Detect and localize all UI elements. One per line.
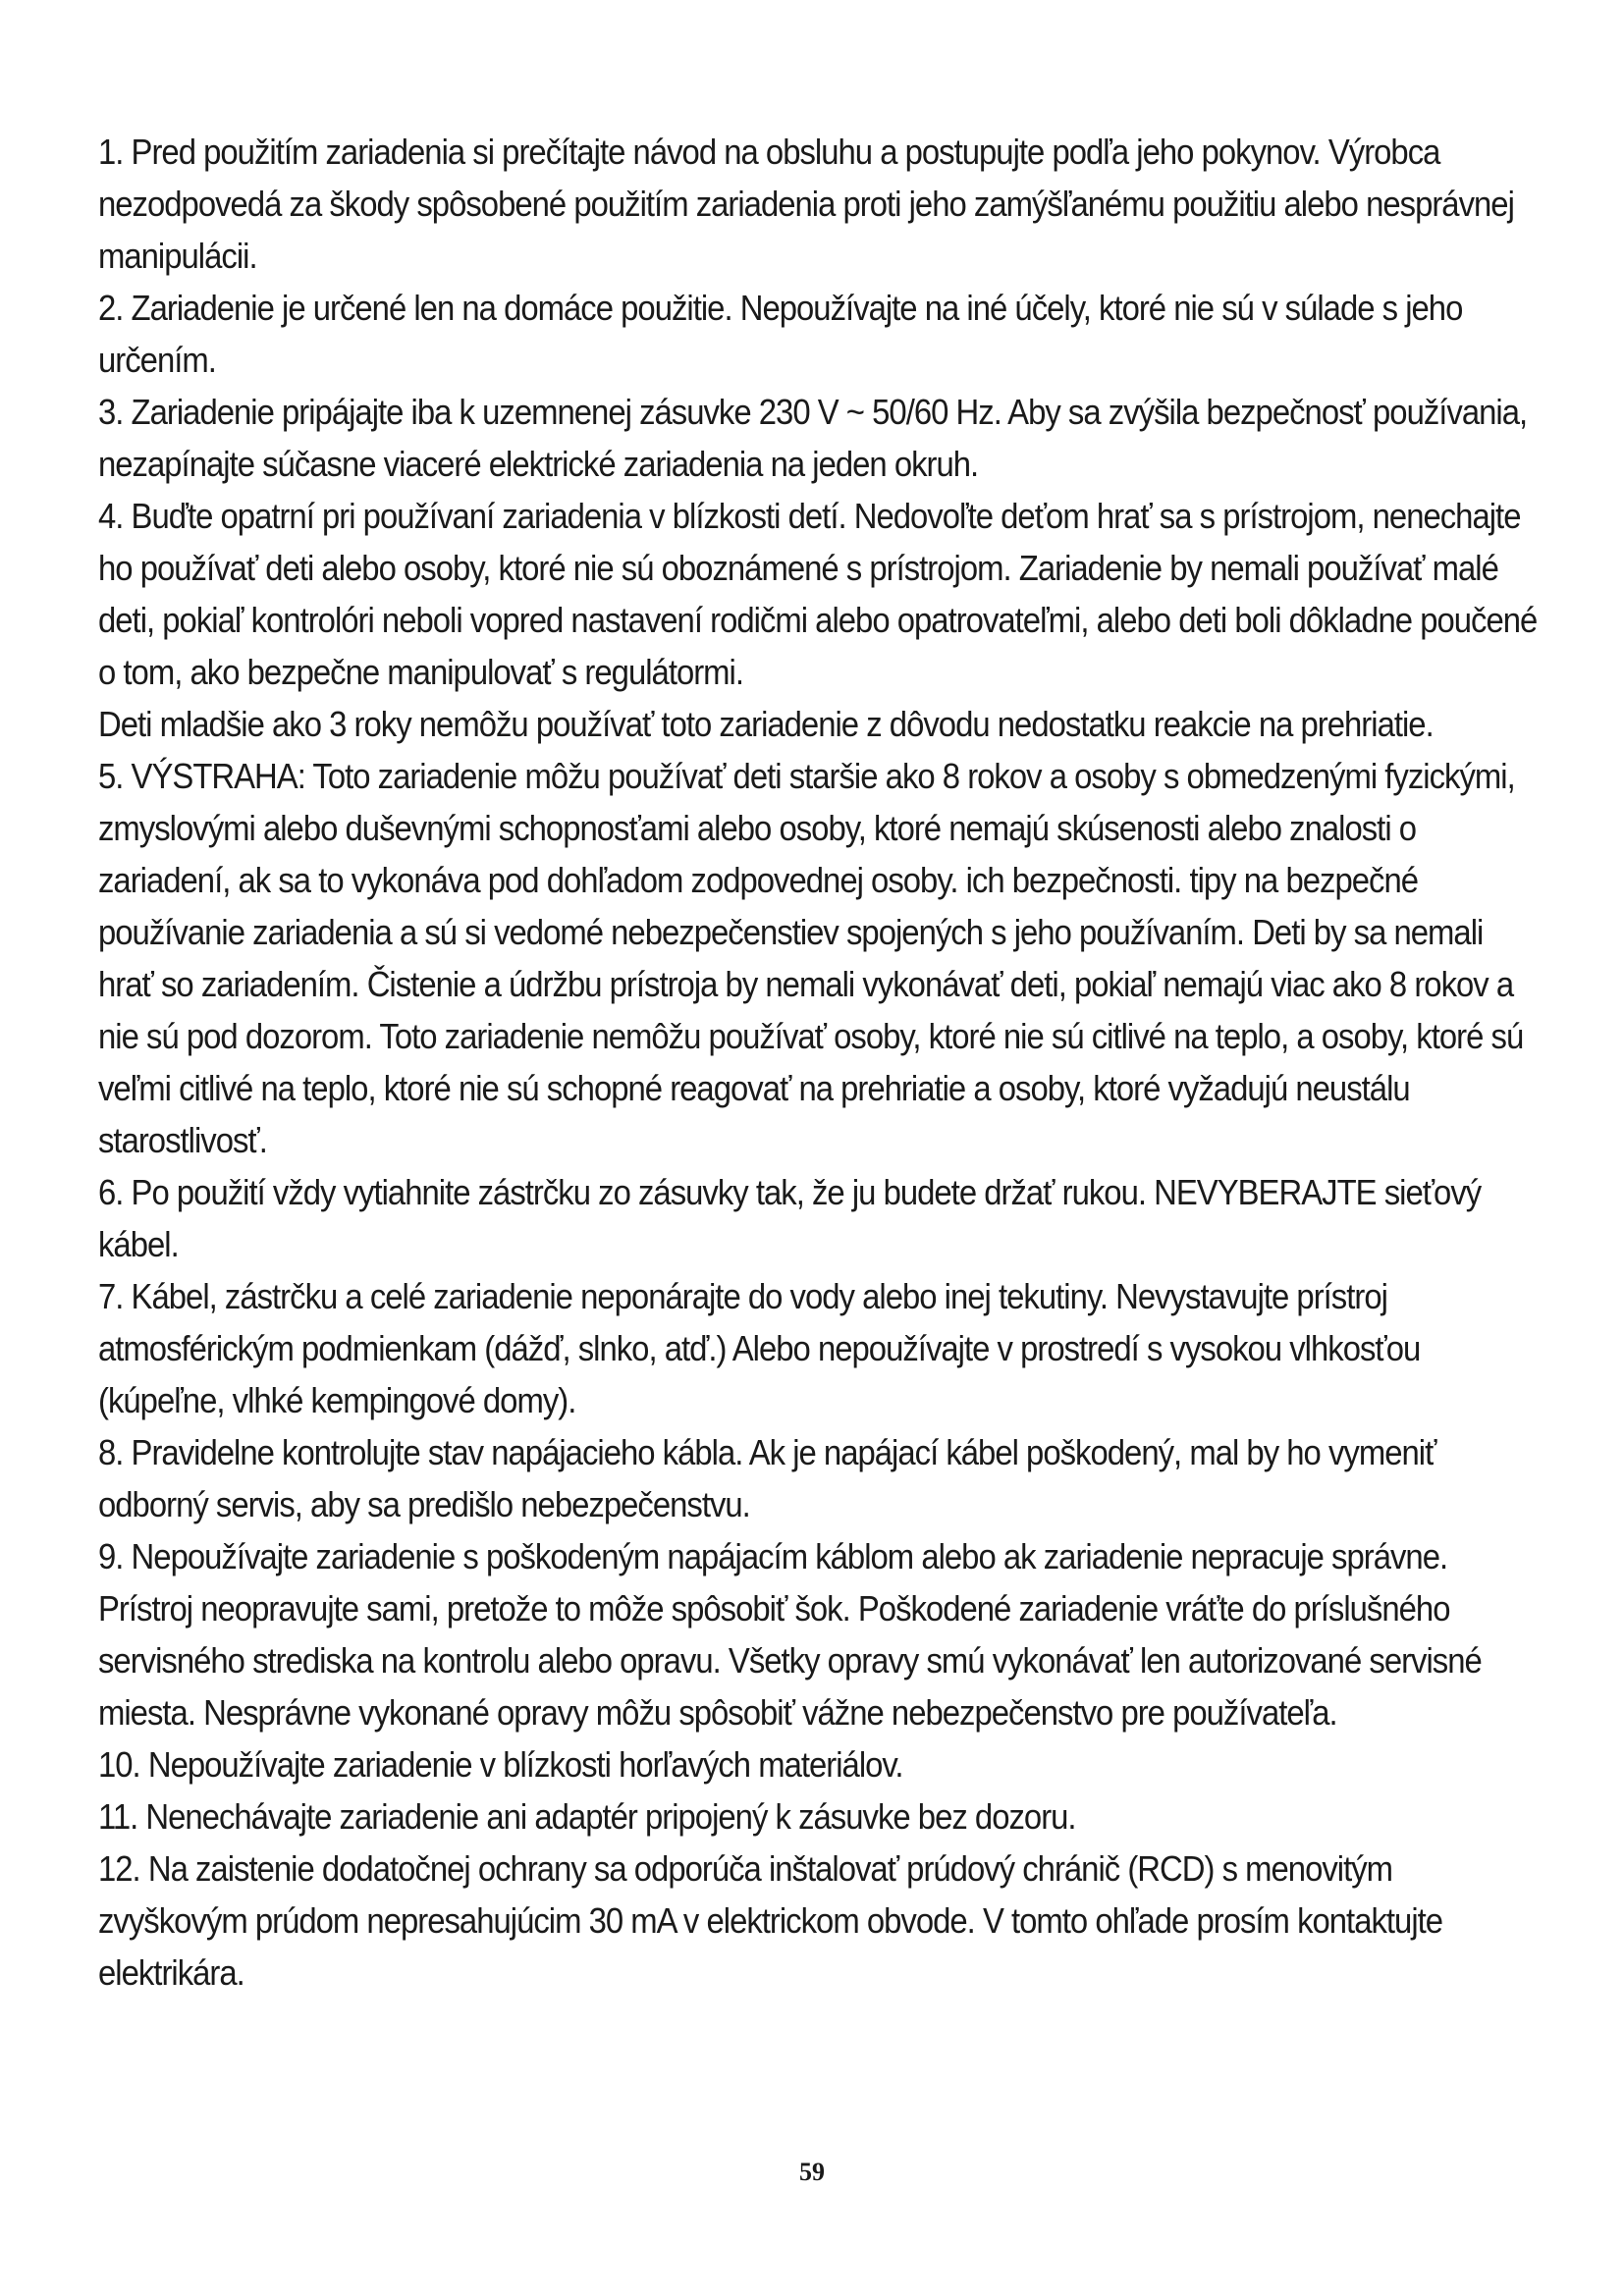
paragraph-2: 2. Zariadenie je určené len na domáce použitie. Nepoužívajte na iné účely, ktoré nie sú v súlade s jeho určením. (98, 288, 1463, 380)
page-number: 59 (799, 2158, 825, 2186)
paragraph-7: 7. Kábel, zástrčku a celé zariadenie neponárajte do vody alebo inej tekutiny. Nevystavujte prístroj atmosférickým podmienkam (dážď, slnko, atď.) Alebo nepoužívajte v prostredí s vysokou vlhkosťou (kúpeľne, vlhké kempingové domy). (98, 1276, 1421, 1420)
paragraph-10: 10. Nepoužívajte zariadenie v blízkosti horľavých materiálov. (98, 1744, 903, 1785)
paragraph-4: 4. Buďte opatrní pri používaní zariadenia v blízkosti detí. Nedovoľte deťom hrať sa s prístrojom, nenechajte ho používať deti alebo osoby, ktoré nie sú oboznámené s prístrojom. Zariadenie by nemali používať malé deti, pokiaľ kontrolóri neboli vopred nastavení rodičmi alebo opatrovateľmi, alebo deti boli dôkladne poučené o tom, ako bezpečne manipulovať s regulátormi. (98, 496, 1538, 692)
paragraph-9: 9. Nepoužívajte zariadenie s poškodeným napájacím káblom alebo ak zariadenie nepracuje správne. Prístroj neopravujte sami, pretože to môže spôsobiť šok. Poškodené zariadenie vráťte do príslušného servisného strediska na kontrolu alebo opravu. Všetky opravy smú vykonávať len autorizované servisné miesta. Nesprávne vykonané opravy môžu spôsobiť vážne nebezpečenstvo pre používateľa. (98, 1536, 1482, 1733)
document-body (98, 126, 1542, 1999)
paragraph-1: 1. Pred použitím zariadenia si prečítajte návod na obsluhu a postupujte podľa jeho pokynov. Výrobca nezodpovedá za škody spôsobené použitím zariadenia proti jeho zamýšľanému použitiu alebo nesprávnej manipulácii. (98, 132, 1514, 276)
paragraph-6: 6. Po použití vždy vytiahnite zástrčku zo zásuvky tak, že ju budete držať rukou. NEVYBERAJTE sieťový kábel. (98, 1172, 1482, 1264)
paragraph-5-warning: 5. VÝSTRAHA: Toto zariadenie môžu používať deti staršie ako 8 rokov a osoby s obmedzenými fyzickými, zmyslovými alebo duševnými schopnosťami alebo osoby, ktoré nemajú skúsenosti alebo znalosti o zariadení, ak sa to vykonáva pod dohľadom zodpovednej osoby. ich bezpečnosti. tipy na bezpečné používanie zariadenia a sú si vedomé nebezpečenstiev spojených s jeho používaním. Deti by sa nemali hrať so zariadením. Čistenie a údržbu prístroja by nemali vykonávať deti, pokiaľ nemajú viac ako 8 rokov a nie sú pod dozorom. Toto zariadenie nemôžu používať osoby, ktoré nie sú citlivé na teplo, a osoby, ktoré sú veľmi citlivé na teplo, ktoré nie sú schopné reagovať na prehriatie a osoby, ktoré vyžadujú neustálu starostlivosť. (98, 756, 1524, 1160)
paragraph-8: 8. Pravidelne kontrolujte stav napájacieho kábla. Ak je napájací kábel poškodený, mal by ho vymeniť odborný servis, aby sa predišlo nebezpečenstvu. (98, 1432, 1436, 1524)
paragraph-children-note: Deti mladšie ako 3 roky nemôžu používať toto zariadenie z dôvodu nedostatku reakcie na prehriatie. (98, 704, 1434, 744)
paragraph-12: 12. Na zaistenie dodatočnej ochrany sa odporúča inštalovať prúdový chránič (RCD) s menovitým zvyškovým prúdom nepresahujúcim 30 mA v elektrickom obvode. V tomto ohľade prosím kontaktujte elektrikára. (98, 1848, 1443, 1993)
paragraph-11: 11. Nenechávajte zariadenie ani adaptér pripojený k zásuvke bez dozoru. (98, 1796, 1076, 1837)
paragraph-3: 3. Zariadenie pripájajte iba k uzemnenej zásuvke 230 V ~ 50/60 Hz. Aby sa zvýšila bezpečnosť používania, nezapínajte súčasne viaceré elektrické zariadenia na jeden okruh. (98, 392, 1528, 484)
